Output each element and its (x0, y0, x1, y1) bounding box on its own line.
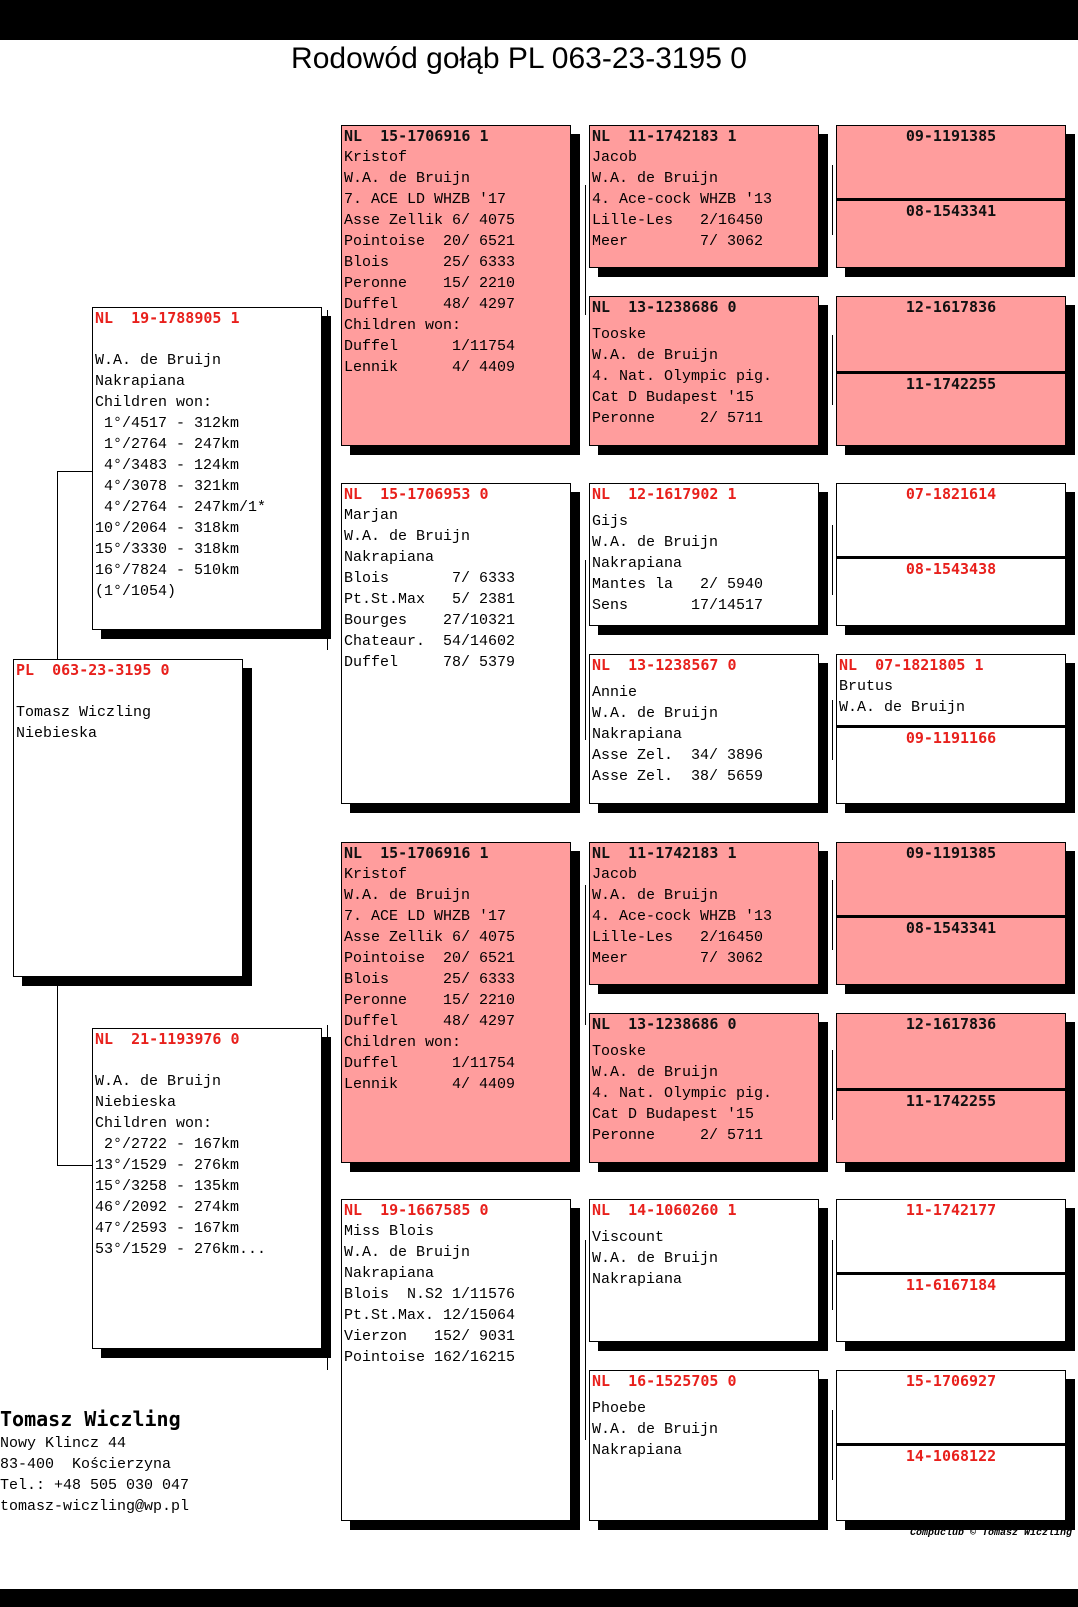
ring-number: NL 15-1706916 1 (344, 127, 489, 145)
connector (57, 471, 92, 472)
great-grandparent-card[interactable] (589, 125, 819, 268)
pair-bottom[interactable] (837, 725, 1065, 797)
connector (832, 880, 833, 950)
connector (57, 1165, 92, 1166)
pair-top[interactable] (837, 655, 1065, 727)
great-great-grandparents-pair[interactable] (836, 1199, 1066, 1342)
ring-number: NL 12-1617902 1 (592, 485, 737, 503)
pigeon-details: Gijs W.A. de Bruijn Nakrapiana Mantes la 2/ 5940 Sens 17/14517 (592, 513, 764, 614)
owner-email[interactable]: tomasz-wiczling@wp.pl (0, 1498, 190, 1515)
owner-postcode: 83-400 Kościerzyna (0, 1456, 172, 1473)
ring-number: 12-1617836 (905, 1015, 997, 1033)
owner-phone: Tel.: +48 505 030 047 (0, 1477, 190, 1494)
great-grandparent-card[interactable] (589, 1013, 819, 1163)
credit-line: Compuclub © Tomasz Wiczling (909, 1528, 1072, 1539)
page-title: Rodowód gołąb PL 063-23-3195 0 (291, 42, 747, 75)
great-great-grandparents-pair[interactable] (836, 296, 1066, 446)
ring-number: PL 063-23-3195 0 (16, 661, 170, 679)
owner-block (0, 1405, 189, 1517)
great-grandparent-card[interactable] (589, 1199, 819, 1342)
ring-number: NL 13-1238686 0 (592, 298, 737, 316)
ring-number: 14-1068122 (905, 1447, 997, 1465)
grandparent-card[interactable] (341, 1199, 571, 1521)
ring-number: NL 19-1788905 1 (95, 309, 240, 327)
pigeon-details: Tooske W.A. de Bruijn 4. Nat. Olympic pig. Cat D Budapest '15 Peronne 2/ 5711 (592, 1043, 773, 1144)
great-great-grandparents-pair[interactable] (836, 1013, 1066, 1163)
pigeon-details: Annie W.A. de Bruijn Nakrapiana Asse Zel. 34/ 3896 Asse Zel. 38/ 5659 (592, 684, 764, 785)
pair-top[interactable] (837, 1200, 1065, 1272)
connector (57, 471, 58, 661)
great-grandparent-card[interactable] (589, 1370, 819, 1521)
pair-top[interactable] (837, 1014, 1065, 1086)
connector (832, 1410, 833, 1480)
great-grandparent-card[interactable] (589, 483, 819, 626)
ring-number: 11-1742177 (905, 1201, 997, 1219)
pair-bottom[interactable] (837, 1272, 1065, 1344)
ring-number: 08-1543438 (905, 560, 997, 578)
connector (585, 1240, 586, 1440)
great-grandparent-card[interactable] (589, 842, 819, 985)
pair-bottom[interactable] (837, 1443, 1065, 1515)
great-great-grandparents-pair[interactable] (836, 483, 1066, 626)
ring-number: NL 16-1525705 0 (592, 1372, 737, 1390)
pigeon-details: W.A. de Bruijn Niebieska Children won: 2°/2722 - 167km 13°/1529 - 276km 15°/3258 - 135km 46°/2092 - 274km 47°/2593 - 167km 53°/1529 - 276km... (95, 1073, 267, 1258)
pair-bottom[interactable] (837, 556, 1065, 628)
pair-top[interactable] (837, 1371, 1065, 1443)
pigeon-details: Miss Blois W.A. de Bruijn Nakrapiana Blois N.S2 1/11576 Pt.St.Max. 12/15064 Vierzon 152/ 9031 Pointoise 162/16215 (344, 1223, 516, 1366)
ring-number: 15-1706927 (905, 1372, 997, 1390)
connector (585, 185, 586, 315)
ring-number: 09-1191166 (905, 729, 997, 747)
grandparent-card[interactable] (341, 842, 571, 1163)
great-grandparent-card[interactable] (589, 296, 819, 446)
ring-number: 08-1543341 (905, 919, 997, 937)
pair-bottom[interactable] (837, 1088, 1065, 1160)
sire-card[interactable] (92, 307, 322, 630)
ring-number: 12-1617836 (905, 298, 997, 316)
ring-number: NL 11-1742183 1 (592, 127, 737, 145)
pigeon-details: Kristof W.A. de Bruijn 7. ACE LD WHZB '17 Asse Zellik 6/ 4075 Pointoise 20/ 6521 Blois 25/ 6333 Peronne 15/ 2210 Duffel 48/ 4297 Children won: Duffel 1/11754 Lennik 4/ 4409 (344, 866, 516, 1093)
dam-card[interactable] (92, 1028, 322, 1349)
ring-number: 11-1742255 (905, 375, 997, 393)
connector (327, 1025, 328, 1370)
owner-address: Nowy Klincz 44 (0, 1435, 127, 1452)
pigeon-details: Jacob W.A. de Bruijn 4. Ace-cock WHZB '13 Lille-Les 2/16450 Meer 7/ 3062 (592, 866, 773, 967)
grandparent-card[interactable] (341, 125, 571, 446)
pair-bottom[interactable] (837, 371, 1065, 443)
pigeon-details: Brutus W.A. de Bruijn (839, 678, 966, 716)
great-great-grandparents-pair[interactable] (836, 842, 1066, 985)
great-great-grandparents-pair[interactable] (836, 654, 1066, 804)
pair-top[interactable] (837, 843, 1065, 915)
great-great-grandparents-pair[interactable] (836, 125, 1066, 268)
great-grandparent-card[interactable] (589, 654, 819, 804)
pigeon-details: Marjan W.A. de Bruijn Nakrapiana Blois 7/ 6333 Pt.St.Max 5/ 2381 Bourges 27/10321 Chateaur. 54/14602 Duffel 78/ 5379 (344, 507, 516, 671)
connector (832, 165, 833, 235)
pair-top[interactable] (837, 484, 1065, 556)
connector (585, 560, 586, 740)
connector (832, 335, 833, 405)
ring-number: 07-1821614 (905, 485, 997, 503)
connector (832, 700, 833, 760)
ring-number: NL 11-1742183 1 (592, 844, 737, 862)
ring-number: 11-6167184 (905, 1276, 997, 1294)
ring-number: 09-1191385 (905, 127, 997, 145)
ring-number: NL 13-1238567 0 (592, 656, 737, 674)
ring-number: 08-1543341 (905, 202, 997, 220)
pigeon-details: Kristof W.A. de Bruijn 7. ACE LD WHZB '17 Asse Zellik 6/ 4075 Pointoise 20/ 6521 Blois 25/ 6333 Peronne 15/ 2210 Duffel 48/ 4297 Children won: Duffel 1/11754 Lennik 4/ 4409 (344, 149, 516, 376)
ring-number: 09-1191385 (905, 844, 997, 862)
pair-bottom[interactable] (837, 198, 1065, 270)
ring-number: NL 07-1821805 1 (839, 656, 984, 674)
ring-number: NL 19-1667585 0 (344, 1201, 489, 1219)
connector (832, 1050, 833, 1120)
pigeon-details: Jacob W.A. de Bruijn 4. Ace-cock WHZB '13 Lille-Les 2/16450 Meer 7/ 3062 (592, 149, 773, 250)
owner-name: Tomasz Wiczling (0, 1407, 181, 1431)
pigeon-details: Tomasz Wiczling Niebieska (16, 704, 152, 742)
pair-bottom[interactable] (837, 915, 1065, 987)
ring-number: NL 15-1706916 1 (344, 844, 489, 862)
ring-number: NL 15-1706953 0 (344, 485, 489, 503)
connector (57, 980, 58, 1165)
ring-number: NL 21-1193976 0 (95, 1030, 240, 1048)
grandparent-card[interactable] (341, 483, 571, 804)
top-bar (0, 0, 1078, 40)
connector (327, 310, 328, 650)
connector (832, 1240, 833, 1310)
great-great-grandparents-pair[interactable] (836, 1370, 1066, 1521)
pigeon-details: Tooske W.A. de Bruijn 4. Nat. Olympic pig. Cat D Budapest '15 Peronne 2/ 5711 (592, 326, 773, 427)
bottom-bar (0, 1589, 1078, 1607)
pigeon-details: W.A. de Bruijn Nakrapiana Children won: 1°/4517 - 312km 1°/2764 - 247km 4°/3483 - 124km 4°/3078 - 321km 4°/2764 - 247km/1* 10°/2064 - 318km 15°/3330 - 318km 16°/7824 - 510km (1°/1054) (95, 352, 267, 600)
connector (585, 885, 586, 1025)
ring-number: NL 13-1238686 0 (592, 1015, 737, 1033)
pigeon-details: Viscount W.A. de Bruijn Nakrapiana (592, 1229, 719, 1288)
ring-number: NL 14-1060260 1 (592, 1201, 737, 1219)
pair-top[interactable] (837, 126, 1065, 198)
pair-top[interactable] (837, 297, 1065, 369)
connector (832, 525, 833, 595)
subject-pigeon-card[interactable] (13, 659, 243, 977)
pigeon-details: Phoebe W.A. de Bruijn Nakrapiana (592, 1400, 719, 1459)
ring-number: 11-1742255 (905, 1092, 997, 1110)
